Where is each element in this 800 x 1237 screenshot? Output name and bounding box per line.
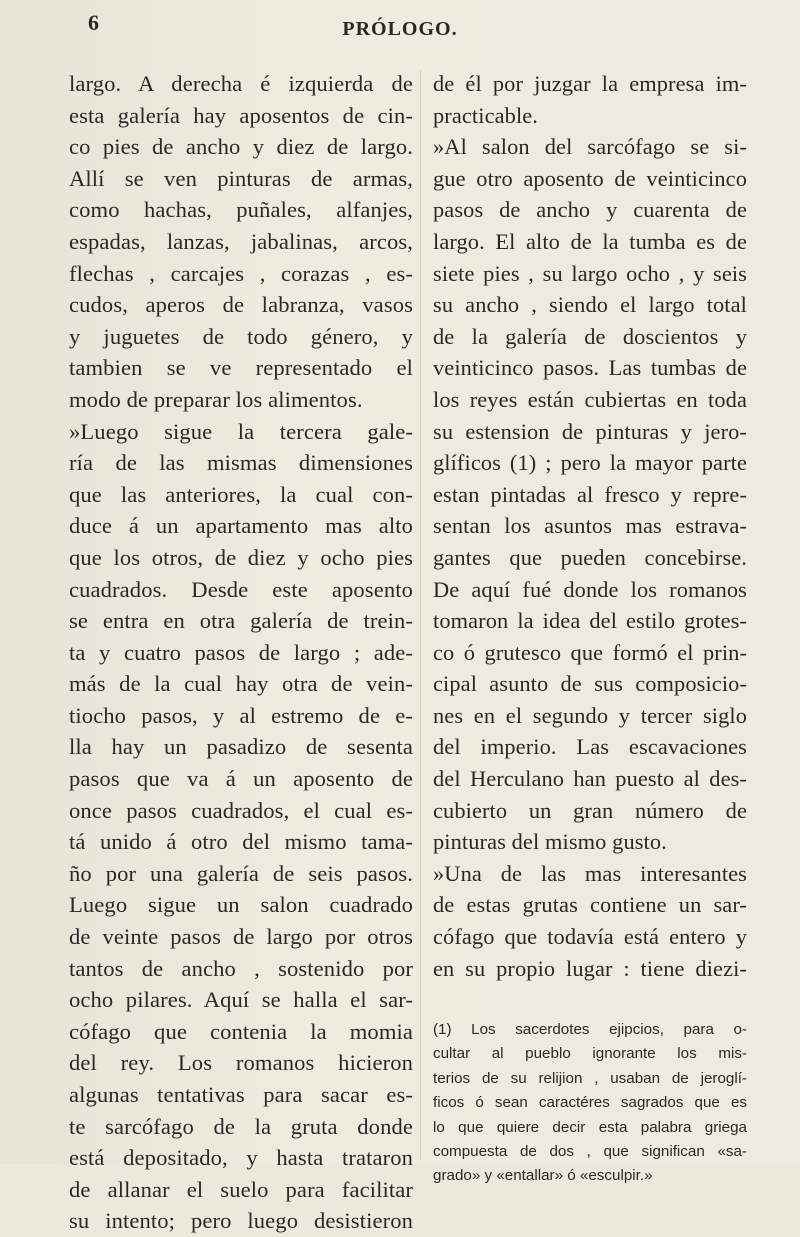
text-line: flechas , carcajes , corazas , es- [69,260,413,286]
text-line: modo de preparar los alimentos. [69,386,363,412]
footnote-line: ficos ó sean caractéres sagrados que es [433,1094,747,1112]
text-line: ocho pilares. Aquí se halla el sar- [69,987,413,1013]
text-line: co ó grutesco que formó el prin- [433,639,747,665]
text-line: su estension de pinturas y jero- [433,418,747,444]
text-line: cófago que contenia la momia [69,1018,413,1044]
text-line: »Una de las mas interesantes [433,860,747,886]
footnote-line: compuesta de dos , que significan «sa- [433,1142,747,1160]
right-column [433,68,747,984]
text-line: los reyes están cubiertas en toda [433,386,747,412]
text-line: cófago que todavía está entero y [433,924,747,950]
text-line: y juguetes de todo género, y [69,323,413,349]
text-line: duce á un apartamento mas alto [69,513,413,539]
text-line: está depositado, y hasta trataron [69,1145,413,1171]
text-line: siete pies , su largo ocho , y seis [433,260,747,286]
page-number: 6 [88,10,99,35]
text-line: que las anteriores, la cual con- [69,481,413,507]
text-line: ta y cuatro pasos de largo ; ade- [69,639,413,665]
footnote-line: cultar al pueblo ignorante los mis- [433,1045,747,1063]
text-line: algunas tentativas para sacar es- [69,1082,413,1107]
left-column [69,68,413,1237]
text-line: cudos, aperos de labranza, vasos [69,292,413,318]
text-line: sentan los asuntos mas estrava- [433,513,747,539]
footnote-line: grado» y «entallar» ó «esculpir.» [433,1167,653,1185]
text-line: Allí se ven pinturas de armas, [69,165,413,191]
text-line: pasos que va á un aposento de [69,766,413,792]
text-line: esta galería hay aposentos de cin- [69,102,413,128]
text-line: gue otro aposento de veinticinco [433,165,747,191]
text-line: te sarcófago de la gruta donde [69,1113,413,1139]
text-line: veinticinco pasos. Las tumbas de [433,355,747,381]
text-line: practicable. [433,102,538,128]
text-line: largo. A derecha é izquierda de [69,71,413,96]
footnote-line: terios de su relijion , usaban de jeroglí- [433,1069,747,1087]
text-line: ño por una galería de seis pasos. [69,860,413,886]
text-line: glíficos (1) ; pero la mayor parte [433,450,747,476]
text-line: tiocho pasos, y al estremo de e- [69,702,413,728]
text-line: tá unido á otro del mismo tama- [69,829,413,855]
text-line: espadas, lanzas, jabalinas, arcos, [69,228,413,254]
text-line: pasos de ancho y cuarenta de [433,197,747,223]
text-line: pinturas del mismo gusto. [433,829,667,855]
text-line: tomaron la idea del estilo grotes- [433,608,747,634]
text-line: se entra en otra galería de trein- [69,608,413,634]
text-line: nes en el segundo y tercer siglo [433,702,747,728]
text-line: que los otros, de diez y ocho pies [69,544,413,570]
text-line: del rey. Los romanos hicieron [69,1050,413,1076]
text-line: »Luego sigue la tercera gale- [69,418,413,444]
column-divider [420,70,421,1160]
running-title: PRÓLOGO. [342,18,458,40]
text-line: lla hay un pasadizo de sesenta [69,734,413,760]
text-line: de veinte pasos de largo por otros [69,924,413,950]
footnote-line: (1) Los sacerdotes ejipcios, para o- [433,1021,747,1038]
text-line: co pies de ancho y diez de largo. [69,134,413,160]
text-line: estan pintadas al fresco y repre- [433,481,747,507]
text-line: »Al salon del sarcófago se si- [433,134,747,160]
text-line: tantos de ancho , sostenido por [69,955,413,981]
footnote-line: lo que quiere decir esta palabra griega [433,1118,747,1136]
text-line: en su propio lugar : tiene diezi- [433,955,747,981]
text-line: su ancho , siendo el largo total [433,292,747,318]
text-line: cipal asunto de sus composicio- [433,671,747,697]
text-line: cubierto un gran número de [433,797,747,823]
footnote [433,1018,747,1189]
text-line: once pasos cuadrados, el cual es- [69,797,413,823]
text-line: de estas grutas contiene un sar- [433,892,747,918]
text-line: de la galería de doscientos y [433,323,747,349]
text-line: más de la cual hay otra de vein- [69,671,413,697]
text-line: ría de las mismas dimensiones [69,450,413,476]
text-line: de allanar el suelo para facilitar [69,1176,413,1202]
text-line: Luego sigue un salon cuadrado [69,892,413,918]
text-line: tambien se ve representado el [69,355,413,381]
text-line: del imperio. Las escavaciones [433,734,747,760]
text-line: largo. El alto de la tumba es de [433,228,747,254]
text-line: su intento; pero luego desistieron [69,1208,413,1234]
text-line: como hachas, puñales, alfanjes, [69,197,413,223]
text-line: de él por juzgar la empresa im- [433,71,747,96]
text-line: cuadrados. Desde este aposento [69,576,413,602]
text-line: De aquí fué donde los romanos [433,576,747,602]
text-line: del Herculano han puesto al des- [433,766,747,792]
text-line: gantes que pueden concebirse. [433,544,747,570]
